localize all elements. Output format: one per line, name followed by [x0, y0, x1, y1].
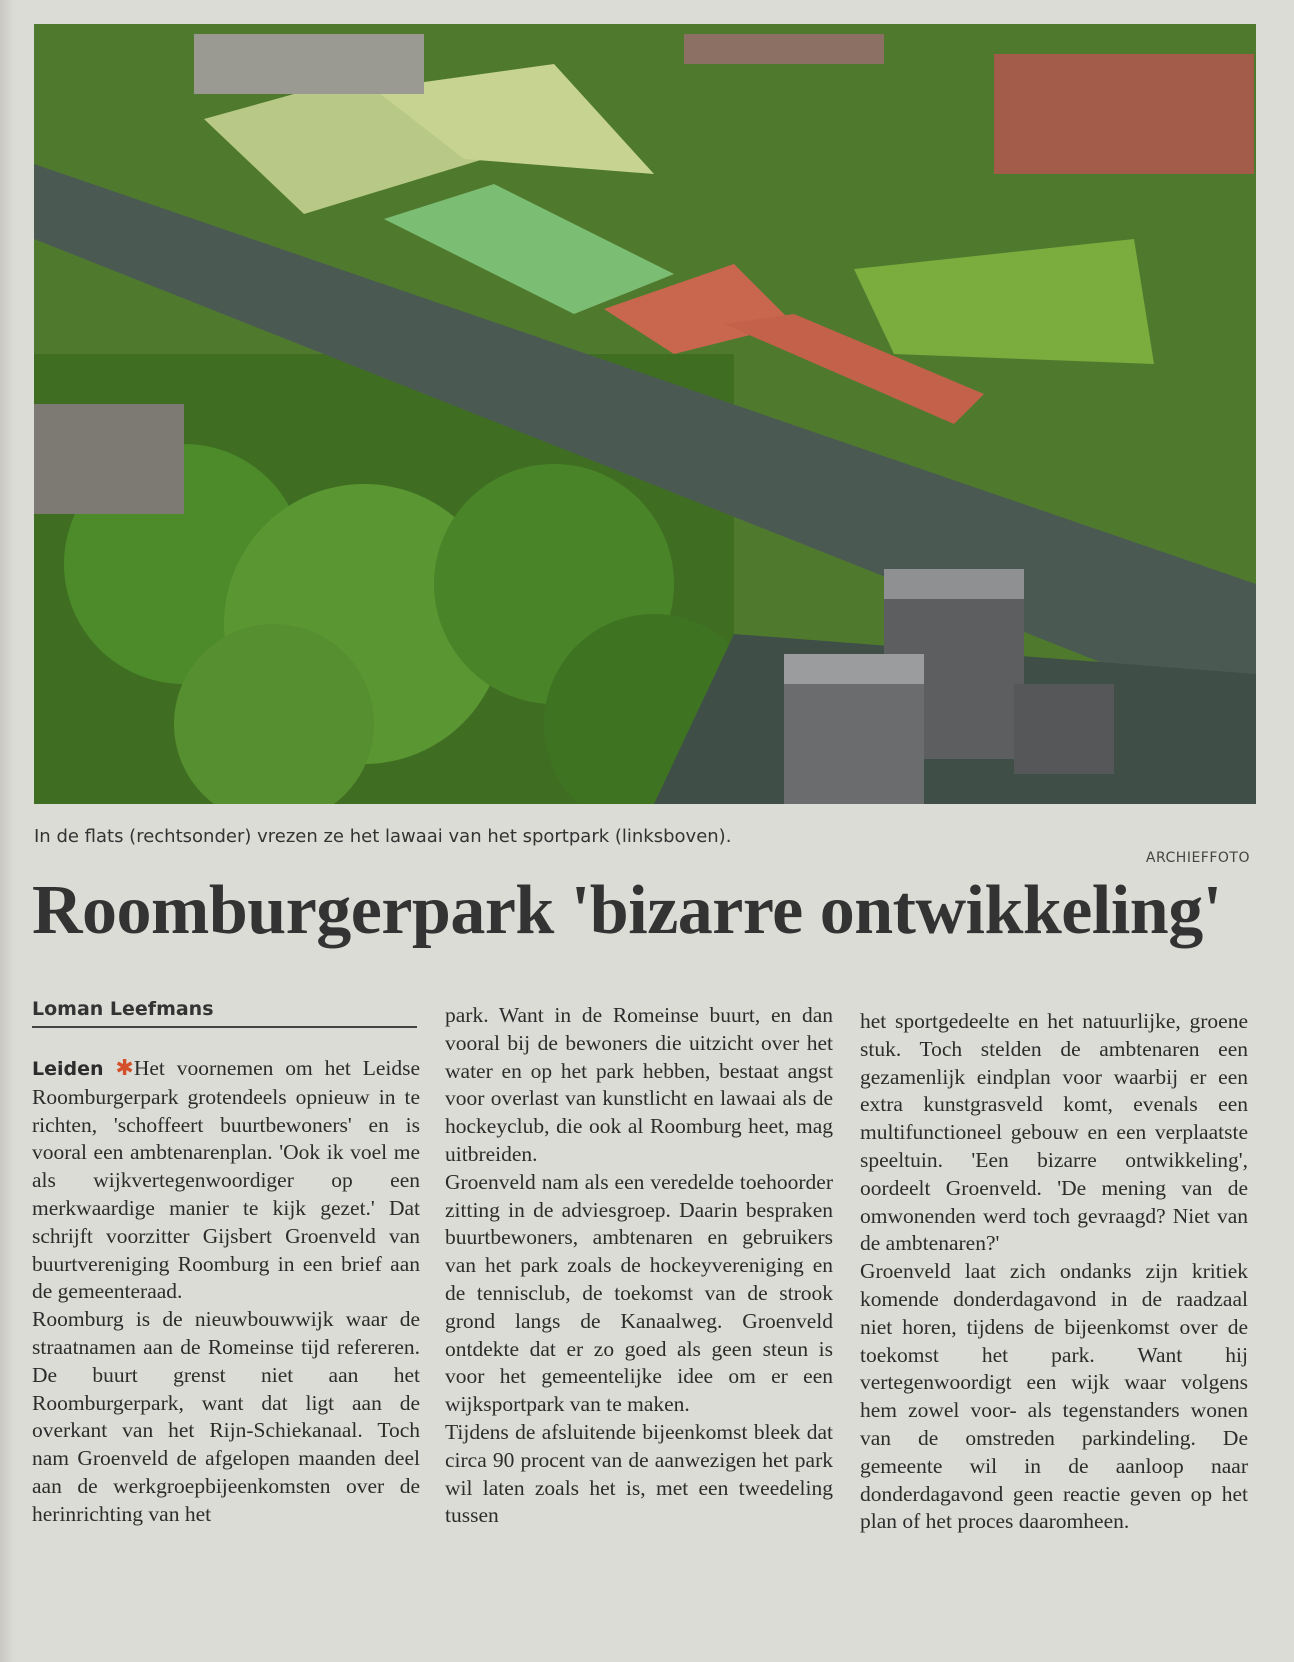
article-paragraph: Roomburg is de nieuwbouwwijk waar de straatnamen aan de Romeinse tijd refereren. De buurt grenst niet aan het Roomburgerpark, want dat ligt aan de overkant van het Rijn-Schiekanaal. Toch nam Groenveld de afgelopen maanden deel aan de werkgroepbijeenkomsten over de herinrichting van het [32, 1307, 420, 1526]
article-paragraph: park. Want in de Romeinse buurt, en dan vooral bij de bewoners die uitzicht over het water en op het park hebben, bestaat angst voor overlast van kunstlicht en lawaai als de hockeyclub, die ook al Roomburg heet, mag uitbreiden. [445, 1003, 833, 1166]
aerial-photo-illustration [34, 24, 1256, 804]
paragraph-text: Het voornemen om het Leidse Roomburgerpark grotendeels opnieuw in te richten, 'schoffeert buurtbewoners' en is vooral een ambtenarenplan. 'Ook ik voel me als wijkvertegenwoordiger op een merkwaardige manier te kijk gezet.' Dat schrijft voorzitter Gijsbert Groenveld van buurtvereniging Roomburg in een brief aan de gemeenteraad. [32, 1056, 420, 1304]
article-paragraph [32, 1054, 420, 1306]
article-paragraph: Groenveld nam als een veredelde toehoorder zitting in de adviesgroep. Daarin bespraken buurtbewoners, ambtenaren en gebruikers van het park zoals de hockeyvereniging en de tennisclub, de toekomst van de strook grond langs de Kanaalweg. Groenveld ontdekte dat er zo goed als geen steun is voor het gemeentelijke idee om er een wijksportpark van te maken. [445, 1169, 833, 1417]
article-byline: Loman Leefmans [32, 998, 417, 1028]
photo-credit: ARCHIEFFOTO [1145, 850, 1250, 866]
article-paragraph: Tijdens de afsluitende bijeenkomst bleek dat circa 90 procent van de aanwezigen het park wil laten zoals het is, met een tweedeling tussen [445, 1419, 833, 1528]
article-headline: Roomburgerpark 'bizarre ontwikkeling' [32, 872, 1222, 949]
photo-caption: In de flats (rechtsonder) vrezen ze het lawaai van het sportpark (linksboven). [34, 826, 732, 847]
asterisk-icon: ✱ [115, 1055, 134, 1080]
article-column-1 [32, 1054, 420, 1529]
article-paragraph: Groenveld laat zich ondanks zijn kritiek komende donderdagavond in de raadzaal niet horen, tijdens de bijeenkomst over de toekomst het park. Want hij vertegenwoordigt een wijk waar volgens hem zowel voor- als tegenstanders wonen van de omstreden parkindeling. De gemeente wil in de aanloop naar donderdagavond geen reactie geven op het plan of het proces daaromheen. [860, 1259, 1248, 1534]
aerial-photo [34, 24, 1256, 804]
article-column-3 [860, 1008, 1248, 1536]
paper-edge [0, 0, 14, 1662]
article-paragraph: het sportgedeelte en het natuurlijke, groene stuk. Toch stelden de ambtenaren een gezamenlijk eindplan voor waarbij er een extra kunstgrasveld komt, evenals een multifunctioneel gebouw en een verplaatste speeltuin. 'Een bizarre ontwikkeling', oordeelt Groenveld. 'De mening van de omwonenden werd toch gevraagd? Niet van de ambtenaren?' [860, 1009, 1248, 1256]
article-dateline: Leiden [32, 1058, 104, 1080]
article-column-2 [445, 1002, 833, 1530]
